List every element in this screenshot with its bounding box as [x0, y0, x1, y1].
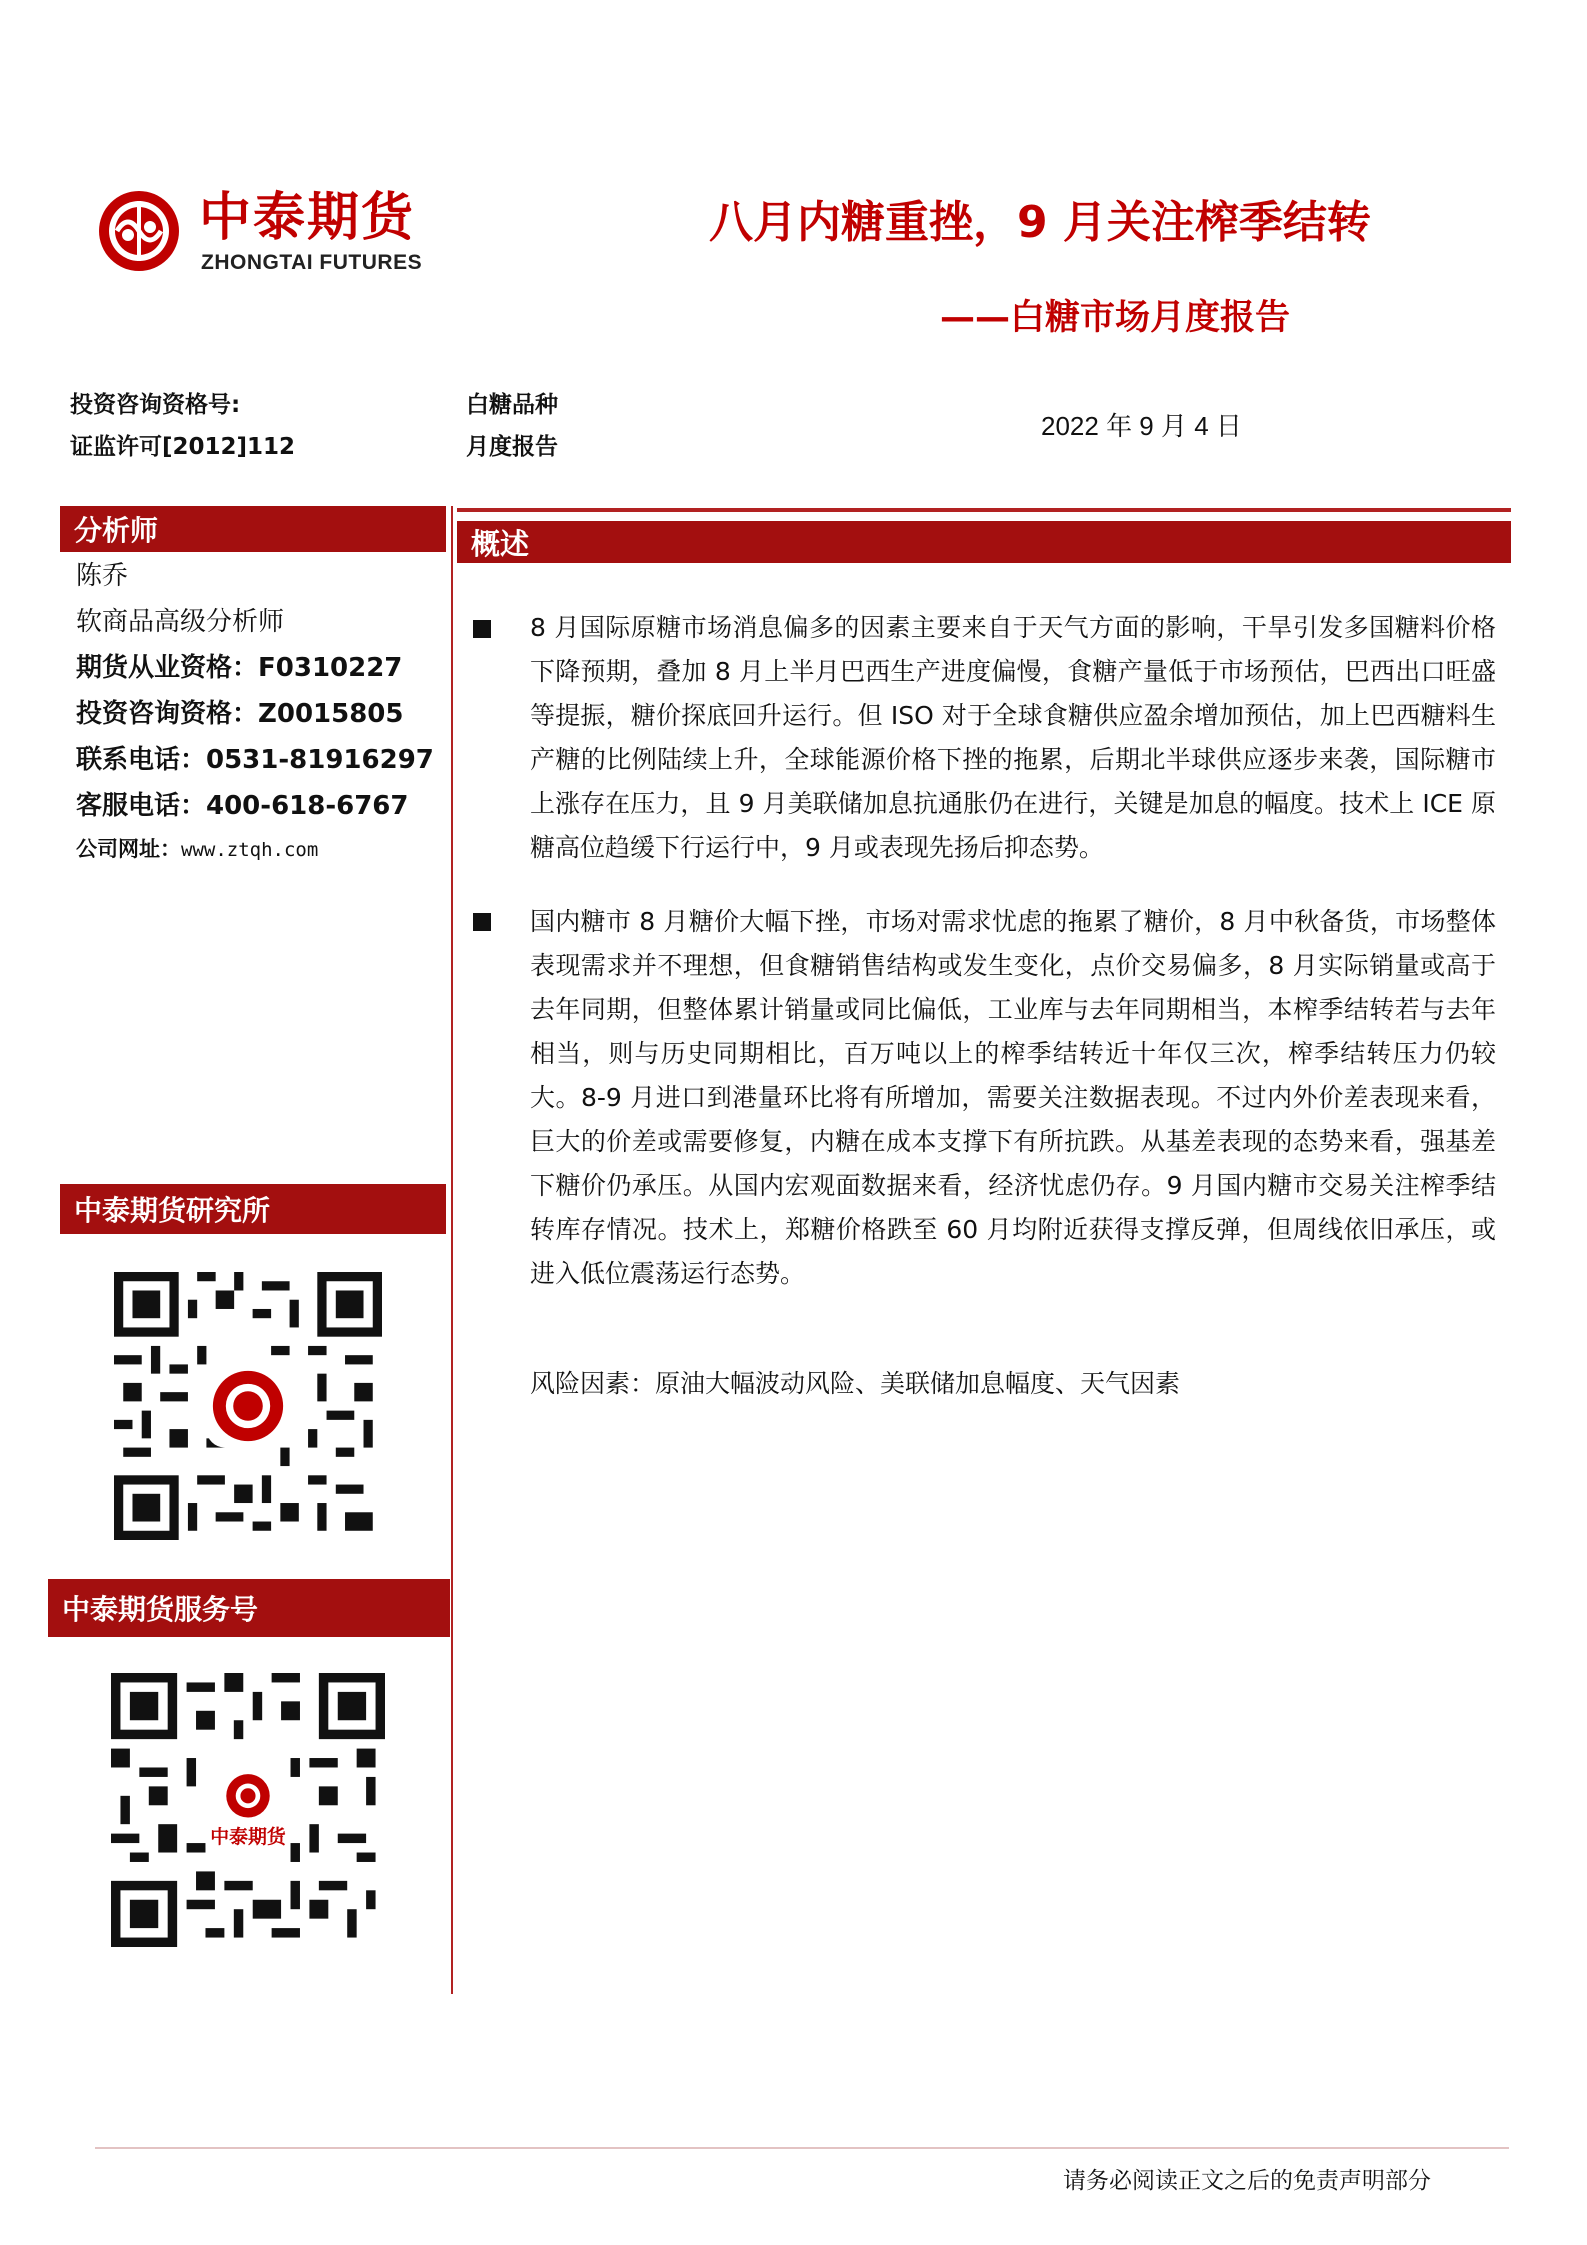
zhongtai-logo-icon — [95, 187, 183, 275]
analyst-info — [76, 553, 434, 870]
variety-label: 白糖品种 — [466, 392, 558, 418]
analyst-title: 软商品高级分析师 — [76, 607, 285, 637]
license-block — [70, 384, 295, 468]
investment-qualification: 投资咨询资格：Z0015805 — [76, 699, 404, 729]
research-qr-code-icon — [112, 1272, 384, 1540]
section-top-rule — [457, 508, 1511, 512]
website-label: 公司网址： — [76, 837, 181, 861]
report-date: 2022 年 9 月 4 日 — [1041, 411, 1242, 441]
footer-disclaimer: 请务必阅读正文之后的免责声明部分 — [1063, 2168, 1431, 2194]
report-title: 八月内糖重挫，9 月关注榨季结转 — [709, 197, 1371, 248]
license-number: 证监许可[2012]112 — [70, 434, 296, 460]
footer-rule — [95, 2147, 1509, 2149]
report-type-label: 月度报告 — [466, 434, 558, 460]
logo-text-cn: 中泰期货 — [199, 188, 416, 248]
service-header: 中泰期货服务号 — [48, 1579, 450, 1637]
column-divider — [451, 506, 453, 1994]
report-category — [466, 384, 558, 468]
company-logo — [95, 187, 440, 287]
futures-qualification: 期货从业资格：F0310227 — [76, 653, 403, 683]
service-phone: 客服电话：400-618-6767 — [76, 791, 409, 821]
overview-header: 概述 — [457, 521, 1511, 563]
qualification-label: 投资咨询资格号: — [70, 392, 241, 418]
risk-factors: 风险因素：原油大幅波动风险、美联储加息幅度、天气因素 — [530, 1369, 1181, 1398]
overview-paragraph-domestic: 国内糖市 8 月糖价大幅下挫，市场对需求忧虑的拖累了糖价，8 月中秋备货，市场整体表现需求并不理想，但食糖销售结构或发生变化，点价交易偏多，8 月实际销量或高于去年同期，但整体累计销量或同比偏低，工业库与去年同期相当，本榨季结转若与去年相当，则与历史同期相比，百万吨以上的榨季结转近十年仅三次，榨季结转压力仍较大。8-9 月进口到港量环比将有所增加，需要关注数据表现。不过内外价差表现来看，巨大的价差或需要修复，内糖在成本支撑下有所抗跌。从基差表现的态势来看，强基差下糖价仍承压。从国内宏观面数据来看，经济忧虑仍存。9 月国内糖市交易关注榨季结转库存情况。技术上，郑糖价格跌至 60 月均附近获得支撑反弹，但周线依旧承压，或进入低位震荡运行态势。 — [530, 907, 1496, 1288]
report-subtitle: ——白糖市场月度报告 — [940, 298, 1291, 338]
analyst-name: 陈乔 — [76, 561, 129, 591]
overview-paragraph-international: 8 月国际原糖市场消息偏多的因素主要来自于天气方面的影响，干旱引发多国糖料价格下降预期，叠加 8 月上半月巴西生产进度偏慢，食糖产量低于市场预估，巴西出口旺盛等提振，糖价探底回升运行。但 ISO 对于全球食糖供应盈余增加预估，加上巴西糖料生产糖的比例陆续上升，全球能源价格下挫的拖累，后期北半球供应逐步来袭，国际糖市上涨存在压力，且 9 月美联储加息抗通胀仍在进行，关键是加息的幅度。技术上 ICE 原糖高位趋缓下行运行中，9 月或表现先扬后抑态势。 — [530, 613, 1496, 862]
bullet-square-icon — [473, 620, 491, 638]
analyst-header: 分析师 — [60, 506, 446, 552]
qr-caption: 中泰期货 — [210, 1826, 286, 1849]
bullet-square-icon — [473, 913, 491, 931]
service-qr-code-icon — [110, 1673, 386, 1947]
website-row — [76, 829, 434, 870]
logo-text-en: ZHONGTAI FUTURES — [201, 251, 423, 274]
research-header: 中泰期货研究所 — [60, 1184, 446, 1234]
website-link[interactable]: www.ztqh.com — [181, 839, 319, 861]
contact-phone: 联系电话：0531-81916297 — [76, 745, 434, 775]
